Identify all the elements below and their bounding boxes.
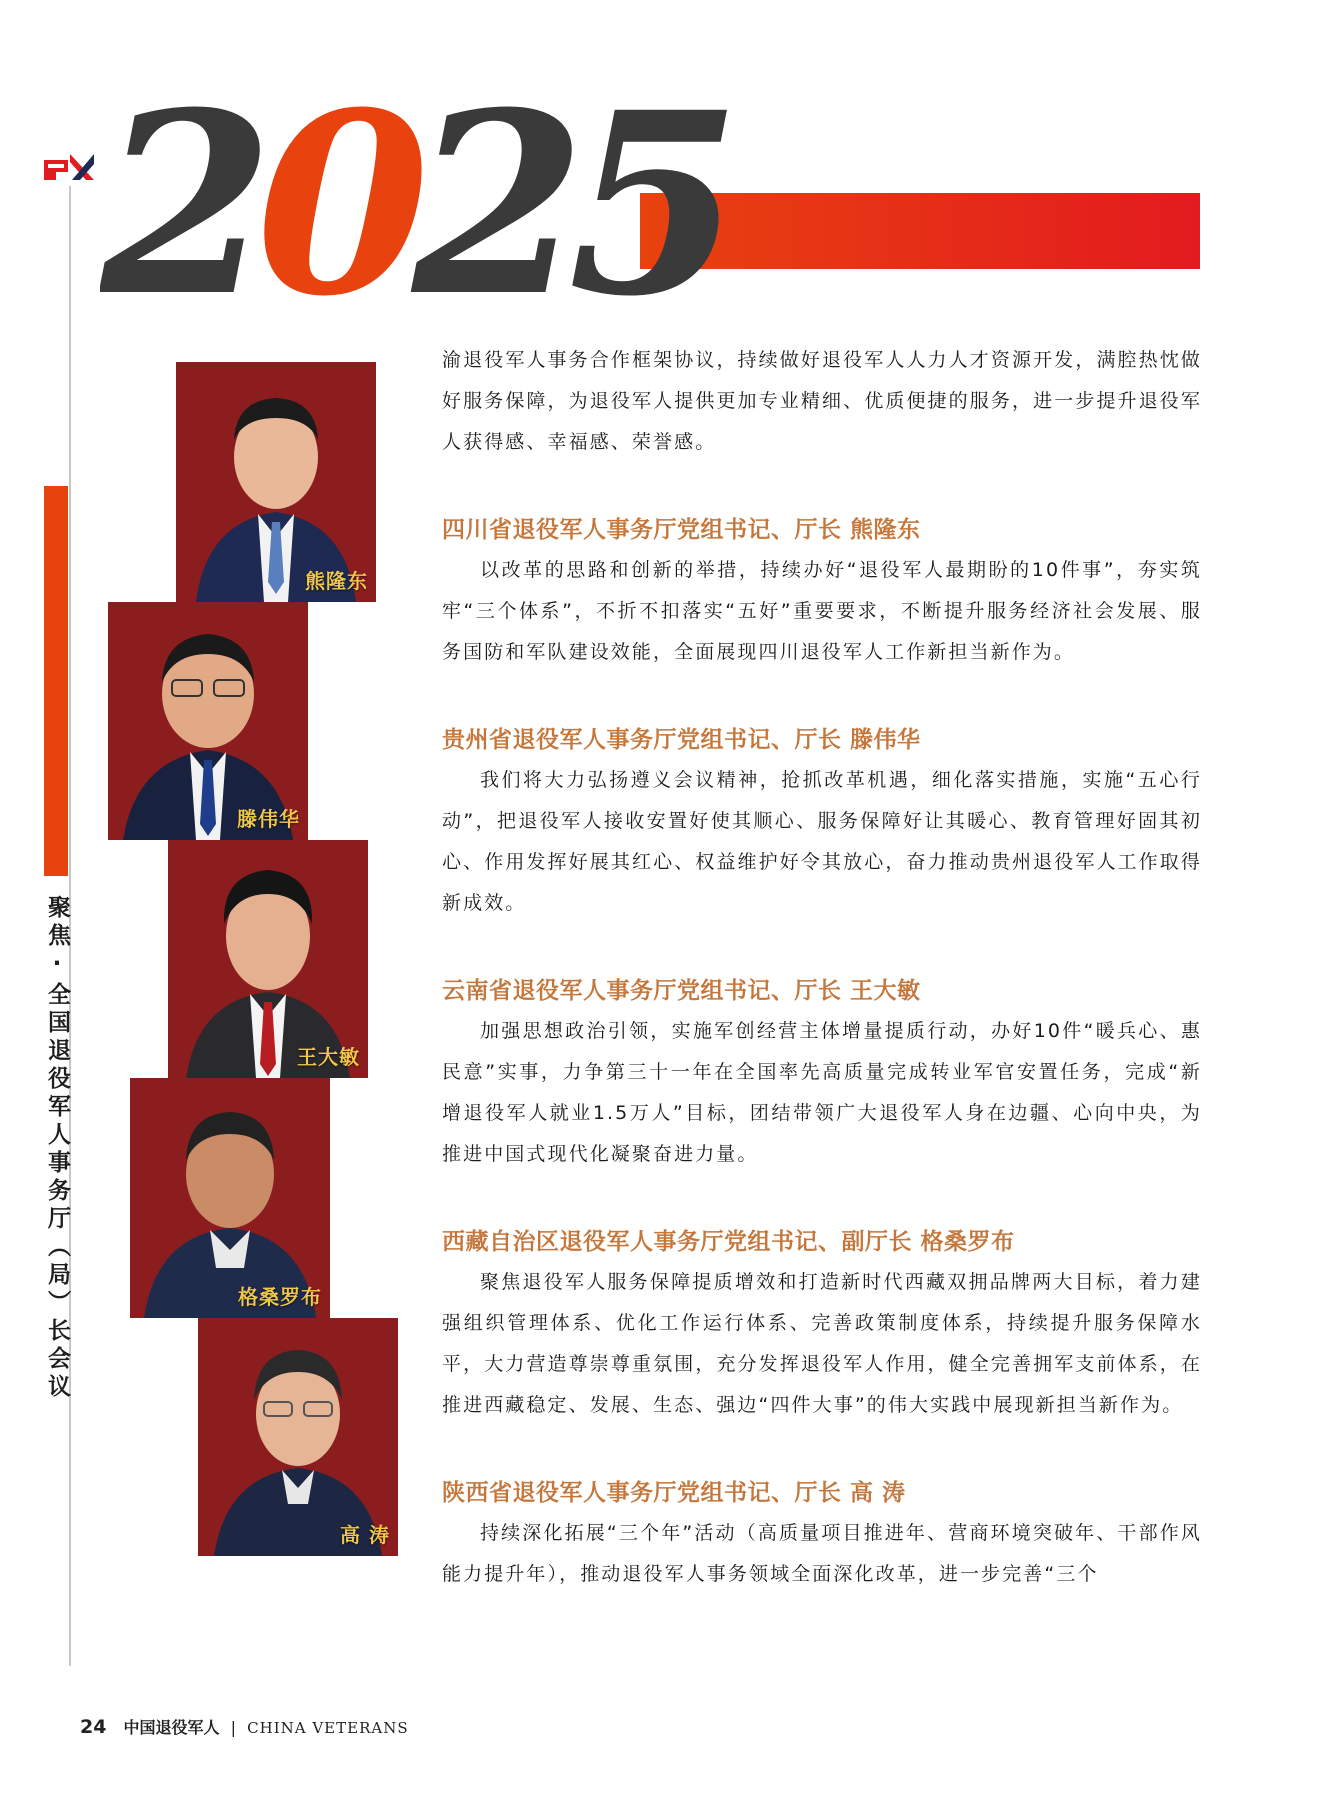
footer-separator: |: [230, 1718, 237, 1737]
section-guizhou: [442, 719, 1202, 924]
section-shaanxi: [442, 1472, 1202, 1595]
portrait-gao-tao: [198, 1318, 398, 1556]
year-red-bar: [640, 193, 1200, 269]
section-vertical-title: 聚焦·全国退役军人事务厅（局）长会议: [44, 895, 70, 1402]
intro-paragraph: 渝退役军人事务合作框架协议，持续做好退役军人人力人才资源开发，满腔热忱做好服务保障，为退役军人提供更加专业精细、优质便捷的服务，进一步提升退役军人获得感、幸福感、荣誉感。: [442, 349, 1202, 453]
portrait-caption: 格桑罗布: [238, 1285, 322, 1309]
section-sichuan: [442, 509, 1202, 673]
section-heading: 贵州省退役军人事务厅党组书记、厅长 滕伟华: [442, 726, 921, 753]
section-xizang: [442, 1221, 1202, 1426]
year-banner: [100, 80, 1200, 310]
page-number: 24: [80, 1716, 107, 1738]
section-paragraph: 持续深化拓展“三个年”活动（高质量项目推进年、营商环境突破年、干部作风能力提升年），推动退役军人事务领域全面深化改革，进一步完善“三个: [442, 1522, 1202, 1585]
portrait-caption: 熊隆东: [305, 569, 368, 593]
section-paragraph: 加强思想政治引领，实施军创经营主体增量提质行动，办好10件“暖兵心、惠民意”实事，力争第三十一年在全国率先高质量完成转业军官安置任务，完成“新增退役军人就业1.5万人”目标，团结带领广大退役军人身在边疆、心向中央，为推进中国式现代化凝聚奋进力量。: [442, 1020, 1202, 1165]
portrait-caption: 王大敏: [297, 1045, 360, 1069]
portrait-gesang-luobu: [130, 1078, 330, 1318]
section-heading: 云南省退役军人事务厅党组书记、厅长 王大敏: [442, 977, 921, 1004]
section-accent-bar: [44, 486, 68, 876]
portrait-caption: 高 涛: [340, 1523, 390, 1547]
section-yunnan: [442, 970, 1202, 1175]
portrait-teng-weihua: [108, 602, 308, 840]
magazine-name-cn: 中国退役军人: [123, 1718, 220, 1737]
portrait-xiong-longdong: [176, 362, 376, 602]
section-heading: 四川省退役军人事务厅党组书记、厅长 熊隆东: [442, 516, 921, 543]
section-heading: 西藏自治区退役军人事务厅党组书记、副厅长 格桑罗布: [442, 1228, 1015, 1255]
year-text: 2025: [100, 80, 724, 310]
section-paragraph: 聚焦退役军人服务保障提质增效和打造新时代西藏双拥品牌两大目标，着力建强组织管理体系、优化工作运行体系、完善政策制度体系，持续提升服务保障水平，大力营造尊崇尊重氛围，充分发挥退役军人作用，健全完善拥军支前体系，在推进西藏稳定、发展、生态、强边“四件大事”的伟大实践中展现新担当新作为。: [442, 1271, 1202, 1416]
section-paragraph: 我们将大力弘扬遵义会议精神，抢抓改革机遇，细化落实措施，实施“五心行动”，把退役军人接收安置好使其顺心、服务保障好让其暖心、教育管理好固其初心、作用发挥好展其红心、权益维护好令其放心，奋力推动贵州退役军人工作取得新成效。: [442, 769, 1202, 914]
magazine-name-en: CHINA VETERANS: [247, 1719, 409, 1737]
page-footer: [80, 1715, 409, 1738]
section-heading: 陕西省退役军人事务厅党组书记、厅长 高 涛: [442, 1479, 906, 1506]
portrait-wang-damin: [168, 840, 368, 1078]
magazine-logo-icon: [42, 150, 96, 184]
section-paragraph: 以改革的思路和创新的举措，持续办好“退役军人最期盼的10件事”，夯实筑牢“三个体系”，不折不扣落实“五好”重要要求，不断提升服务经济社会发展、服务国防和军队建设效能，全面展现四川退役军人工作新担当新作为。: [442, 559, 1202, 663]
article-body: [442, 340, 1202, 1595]
portrait-caption: 滕伟华: [237, 807, 300, 831]
